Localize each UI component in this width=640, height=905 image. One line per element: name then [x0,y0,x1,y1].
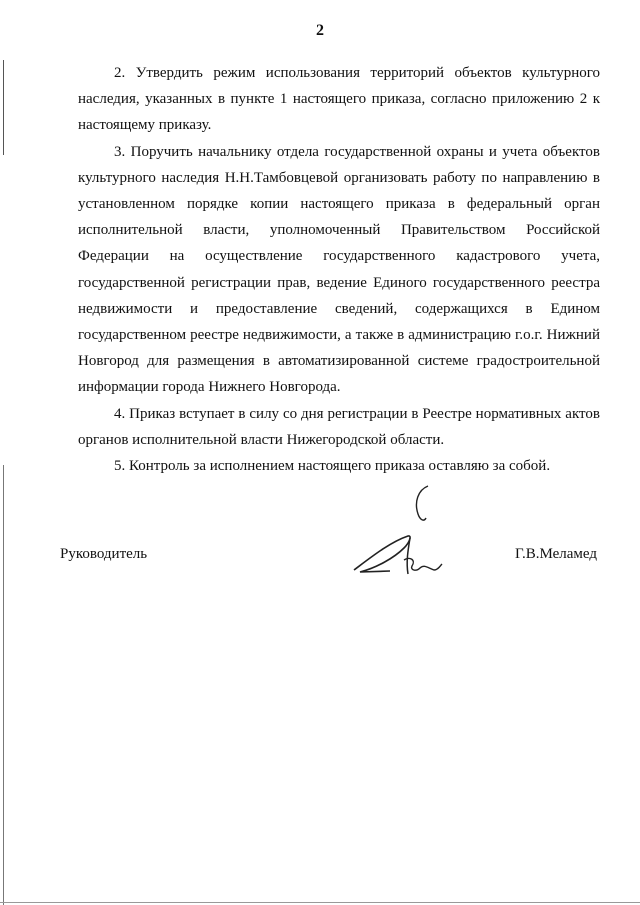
paragraph-item-2: 2. Утвердить режим использования территорий объектов культурного наследия, указанных в пункте 1 настоящего приказа, согласно приложению 2 к настоящему приказу. [78,65,600,134]
page-number: 2 [316,22,324,39]
document-body [78,60,600,479]
scan-edge-mark [3,60,4,155]
paragraph-item-4: 4. Приказ вступает в силу со дня регистрации в Реестре нормативных актов органов исполнительной власти Нижегородской области. [78,405,600,448]
paragraph-item-3: 3. Поручить начальнику отдела государственной охраны и учета объектов культурного наследия Н.Н.Тамбовцевой организовать работу по направлению в установленном порядке копии настоящего приказа в федеральный орган исполнительной власти, уполномоченный Правительством Российской Федерации на осуществление государственного кадастрового учета, государственной регистрации прав, ведение Единого государственного реестра недвижимости и предоставление сведений, содержащихся в Едином государственном реестре недвижимости, а также в администрацию г.о.г. Нижний Новгород для размещения в автоматизированной системе градостроительной информации города Нижнего Новгорода. [78,143,600,396]
paragraph-item-5: 5. Контроль за исполнением настоящего приказа оставляю за собой. [114,458,551,475]
scan-edge-mark [3,465,4,905]
signer-name: Г.В.Меламед [514,546,597,562]
signer-role: Руководитель [60,546,148,562]
scan-bottom-edge [0,902,640,903]
signature-block [60,540,600,580]
